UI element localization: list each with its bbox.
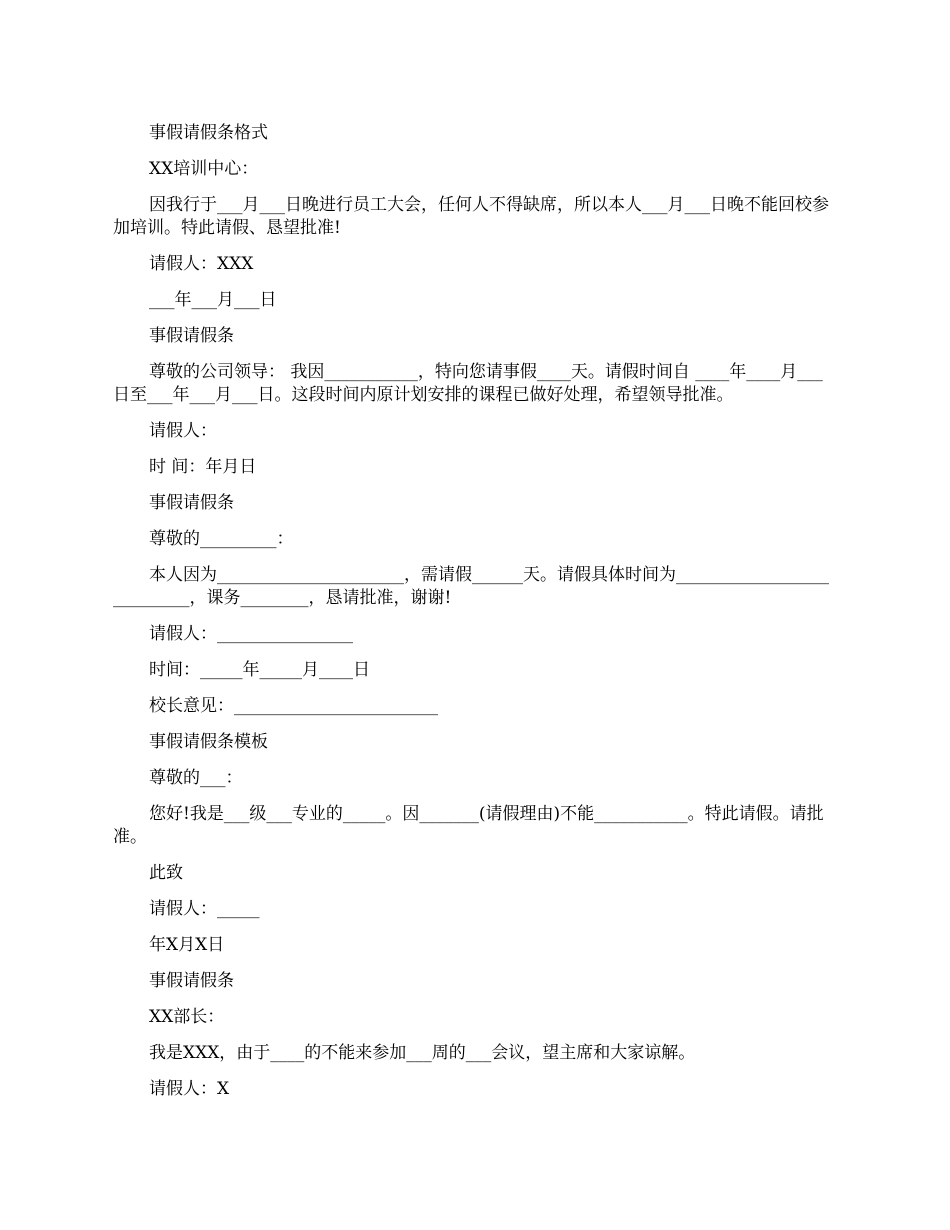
- signature-applicant-5: 请假人：X: [149, 1079, 230, 1099]
- body-course-leave: 本人因为______________________，需请假______天。请假具体时间为___________________________，课务________，恳请批准，谢谢!: [113, 565, 829, 608]
- signature-applicant-2: 请假人：: [149, 421, 217, 441]
- closing-regards: 此致: [149, 863, 183, 883]
- salutation-respected-4: 尊敬的___：: [149, 768, 243, 788]
- signature-applicant-1: 请假人：XXX: [149, 254, 254, 274]
- body-company-leader-leave: 尊敬的公司领导： 我因___________，特向您请事假____天。请假时间自 ____年____月___日至___年___月___日。这段时间内原计划安排的课程已做好处理，希望领导批准。: [113, 362, 823, 405]
- signature-applicant-3: 请假人：________________: [149, 624, 353, 644]
- heading-leave-note-3: 事假请假条: [149, 493, 234, 513]
- heading-leave-note-5: 事假请假条: [149, 971, 234, 991]
- signature-applicant-4: 请假人：_____: [149, 899, 260, 919]
- salutation-training-center: XX培训中心：: [149, 159, 259, 179]
- heading-leave-note-format: 事假请假条格式: [149, 123, 268, 143]
- heading-leave-note-template: 事假请假条模板: [149, 732, 268, 752]
- date-line-3: 时间：_____年_____月____日: [149, 660, 370, 680]
- principal-opinion: 校长意见：________________________: [149, 696, 438, 716]
- document-body: [113, 122, 835, 1101]
- body-student-leave: 您好!我是___级___专业的_____。因_______(请假理由)不能___________。特此请假。请批准。: [113, 804, 824, 847]
- heading-leave-note-2: 事假请假条: [149, 326, 234, 346]
- salutation-respected-3: 尊敬的_________：: [149, 529, 294, 549]
- date-line-2: 时 间：年月日: [149, 457, 257, 477]
- body-meeting-absence: 我是XXX，由于____的不能来参加___周的___会议，望主席和大家谅解。: [149, 1043, 696, 1063]
- date-line-1: ___年___月___日: [149, 290, 277, 310]
- salutation-minister: XX部长：: [149, 1007, 225, 1027]
- date-line-4: 年X月X日: [149, 935, 225, 955]
- body-staff-meeting-leave: 因我行于___月___日晚进行员工大会，任何人不得缺席，所以本人___月___日晚不能回校参加培训。特此请假、恳望批准!: [113, 195, 829, 238]
